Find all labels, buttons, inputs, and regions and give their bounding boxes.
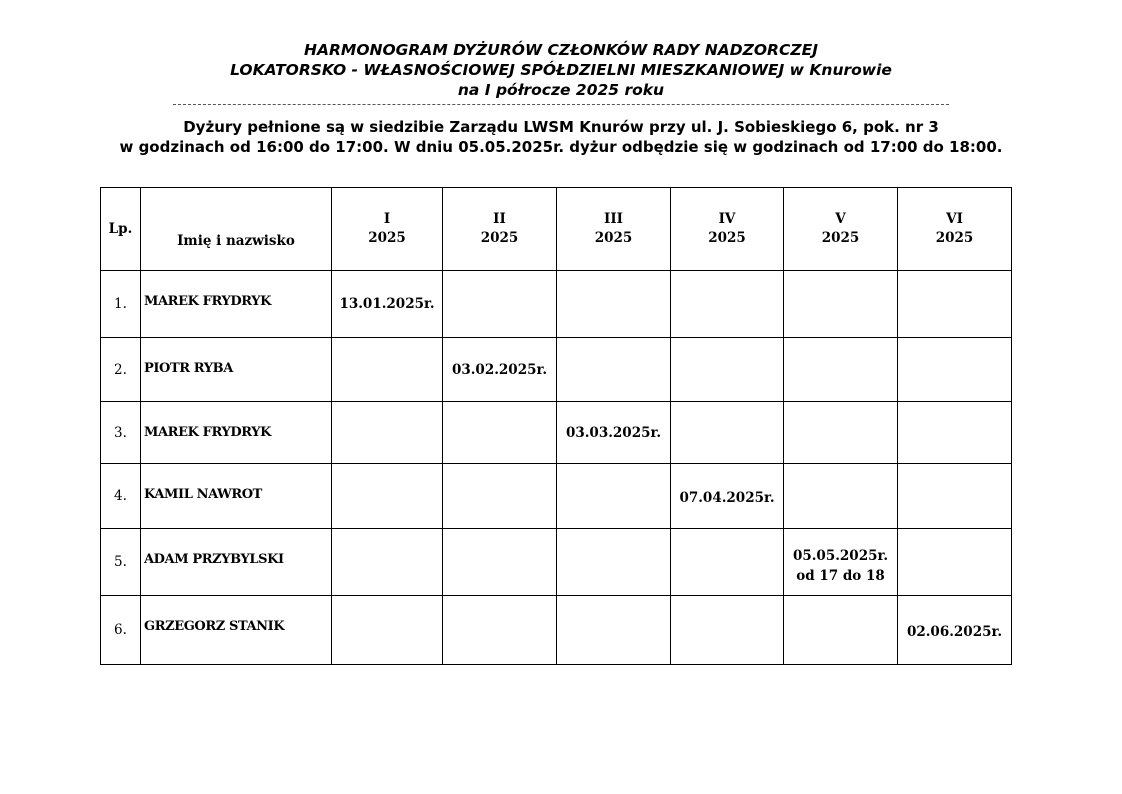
header-month-3 — [557, 188, 671, 271]
header-month-1 — [332, 188, 443, 271]
duty-date-text: 07.04.2025r. — [679, 490, 775, 506]
empty-cell — [332, 464, 443, 529]
empty-cell — [784, 596, 898, 665]
empty-cell — [671, 271, 784, 338]
table-row — [101, 529, 1012, 596]
month-label: II — [493, 211, 506, 227]
row-number: 2. — [101, 338, 141, 402]
month-year: 2025 — [368, 230, 406, 246]
title-line-2: LOKATORSKO - WŁASNOŚCIOWEJ SPÓŁDZIELNI MIESZKANIOWEJ w Knurowie — [230, 61, 892, 79]
header-month-4 — [671, 188, 784, 271]
empty-cell — [898, 464, 1012, 529]
empty-cell — [557, 529, 671, 596]
month-label: VI — [946, 211, 963, 227]
empty-cell — [784, 464, 898, 529]
table-row — [101, 464, 1012, 529]
empty-cell — [443, 271, 557, 338]
month-year: 2025 — [935, 230, 974, 246]
empty-cell — [784, 271, 898, 338]
title-line-3: na I półrocze 2025 roku — [457, 81, 665, 99]
empty-cell — [898, 271, 1012, 338]
duty-info-line-2: w godzinach od 16:00 do 17:00. W dniu 05.05.2025r. dyżur odbędzie się w godzinach od 17:00 do 18:00. — [119, 138, 1003, 156]
empty-cell — [443, 596, 557, 665]
header-month-6 — [898, 188, 1012, 271]
month-year: 2025 — [480, 230, 519, 246]
header-month-5 — [784, 188, 898, 271]
dashed-divider — [173, 104, 949, 105]
empty-cell — [898, 402, 1012, 464]
duty-hours-note: od 17 do 18 — [796, 568, 885, 584]
empty-cell — [332, 596, 443, 665]
schedule-table — [100, 187, 1012, 665]
duty-date — [671, 464, 784, 529]
table-header-row — [101, 188, 1012, 271]
duty-date — [898, 596, 1012, 665]
row-number: 6. — [101, 596, 141, 665]
table-row — [101, 402, 1012, 464]
empty-cell — [332, 402, 443, 464]
row-number: 5. — [101, 529, 141, 596]
month-year: 2025 — [594, 230, 633, 246]
empty-cell — [557, 464, 671, 529]
member-name: PIOTR RYBA — [141, 338, 332, 402]
row-number: 4. — [101, 464, 141, 529]
empty-cell — [443, 464, 557, 529]
document-title — [0, 40, 1122, 100]
duty-date — [784, 529, 898, 596]
empty-cell — [671, 402, 784, 464]
member-name: ADAM PRZYBYLSKI — [141, 529, 332, 596]
month-year: 2025 — [708, 230, 746, 246]
member-name: MAREK FRYDRYK — [141, 402, 332, 464]
month-label: III — [604, 211, 623, 227]
duty-date-text: 03.03.2025r. — [565, 424, 662, 441]
month-year: 2025 — [821, 230, 860, 246]
member-name: KAMIL NAWROT — [141, 464, 332, 529]
empty-cell — [671, 338, 784, 402]
duty-date — [443, 338, 557, 402]
empty-cell — [784, 402, 898, 464]
title-line-1: HARMONOGRAM DYŻURÓW CZŁONKÓW RADY NADZORCZEJ — [304, 41, 818, 59]
row-number: 3. — [101, 402, 141, 464]
empty-cell — [443, 402, 557, 464]
duty-date — [557, 402, 671, 464]
duty-info-line-1: Dyżury pełnione są w siedzibie Zarządu LWSM Knurów przy ul. J. Sobieskiego 6, pok. nr 3 — [183, 118, 939, 136]
member-name: MAREK FRYDRYK — [141, 271, 332, 338]
empty-cell — [898, 338, 1012, 402]
header-lp: Lp. — [101, 188, 141, 271]
empty-cell — [557, 596, 671, 665]
table-row — [101, 271, 1012, 338]
empty-cell — [898, 529, 1012, 596]
duty-date-text: 13.01.2025r. — [339, 296, 435, 312]
row-number: 1. — [101, 271, 141, 338]
empty-cell — [332, 338, 443, 402]
month-label: I — [383, 211, 391, 227]
duty-date — [332, 271, 443, 338]
empty-cell — [443, 529, 557, 596]
duty-date-text: 03.02.2025r. — [451, 361, 548, 378]
empty-cell — [557, 338, 671, 402]
empty-cell — [332, 529, 443, 596]
member-name: GRZEGORZ STANIK — [141, 596, 332, 665]
duty-info — [0, 117, 1122, 157]
table-row — [101, 338, 1012, 402]
header-month-2 — [443, 188, 557, 271]
month-label: V — [835, 211, 846, 227]
table-row — [101, 596, 1012, 665]
duty-date-text: 02.06.2025r. — [906, 624, 1003, 640]
empty-cell — [784, 338, 898, 402]
empty-cell — [671, 596, 784, 665]
duty-date-text: 05.05.2025r. — [792, 548, 889, 564]
month-label: IV — [718, 211, 736, 227]
empty-cell — [557, 271, 671, 338]
empty-cell — [671, 529, 784, 596]
header-name: Imię i nazwisko — [141, 188, 332, 271]
